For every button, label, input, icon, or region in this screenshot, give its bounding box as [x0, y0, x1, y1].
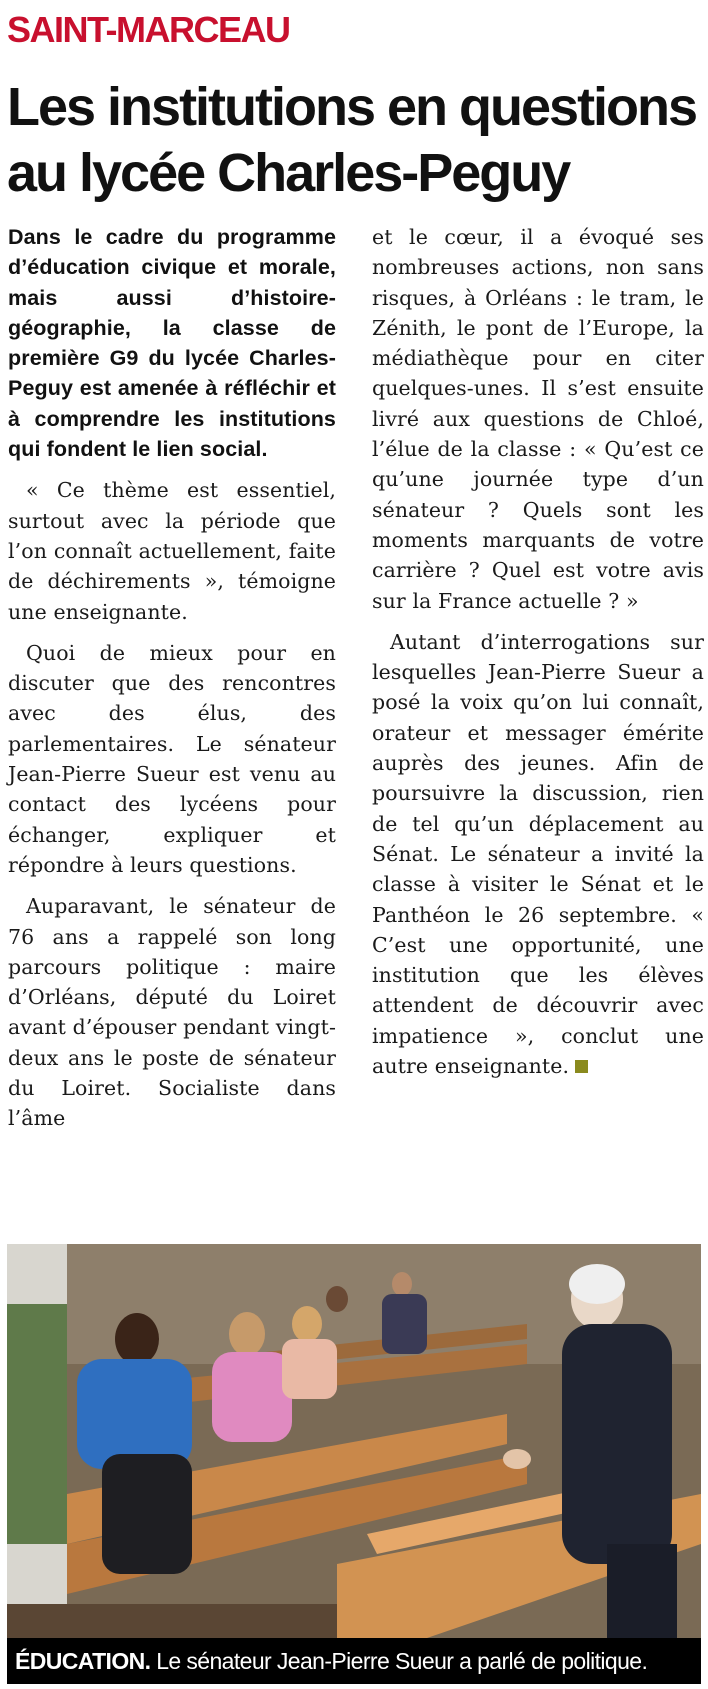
body-paragraph: Auparavant, le sénateur de 76 ans a rappelé son long parcours politique : maire d’Orléans, député du Loiret avant d’épouser pendant vingt-deux ans le poste de sénateur du Loiret. Socialiste dans l’âme — [8, 894, 336, 1131]
body-paragraph: « Ce thème est essentiel, surtout avec la période que l’on connaît actuellement, faite de déchirements », témoigne une enseignante. — [8, 478, 336, 624]
lead-paragraph: Dans le cadre du programme d’éducation civique et morale, mais aussi d’histoire-géographie, la classe de première G9 du lycée Charles-Peguy est amenée à réfléchir et à comprendre les institutions qui fondent le lien social. — [8, 225, 336, 462]
article-column-left — [8, 222, 336, 1145]
body-paragraph: Quoi de mieux pour en discuter que des rencontres avec des élus, des parlementaires. Le sénateur Jean-Pierre Sueur est venu au contact des lycéens pour échanger, expliquer et répondre à leurs questions. — [8, 640, 336, 877]
section-kicker: SAINT-MARCEAU — [7, 9, 290, 50]
body-paragraph — [372, 627, 704, 1081]
caption-label: ÉDUCATION. — [15, 1648, 151, 1674]
photo-caption — [7, 1638, 701, 1684]
headline-line-2: au lycée Charles-Peguy — [7, 143, 570, 203]
headline — [7, 74, 697, 206]
article-photo — [7, 1244, 701, 1638]
body-paragraph-continued: et le cœur, il a évoqué ses nombreuses actions, non sans risques, à Orléans : le tram, le Zénith, le pont de l’Europe, la médiathèque pour en citer quelques-unes. Il s’est ensuite livré aux questions de Chloé, l’élue de la classe : « Qu’est ce qu’une journée type d’un sénateur ? Quels sont les moments marquants de votre carrière ? Quel est votre avis sur la France actuelle ? » — [372, 225, 704, 613]
end-of-article-mark — [575, 1060, 588, 1073]
article-column-right — [372, 222, 704, 1092]
classroom-photo-illustration — [7, 1244, 701, 1638]
headline-line-1: Les institutions en questions — [7, 77, 697, 137]
final-paragraph-text: Autant d’interrogations sur lesquelles Jean-Pierre Sueur a posé la voix qu’on lui connaît, orateur et messager émérite auprès des jeunes. Afin de poursuivre la discussion, rien de tel qu’un déplacement au Sénat. Le sénateur a invité la classe à visiter le Sénat et le Panthéon le 26 septembre. « C’est une opportunité, une institution que les élèves attendent de découvrir avec impatience », conclut une autre enseignante. — [372, 629, 704, 1079]
caption-text: Le sénateur Jean-Pierre Sueur a parlé de politique. — [150, 1648, 648, 1674]
